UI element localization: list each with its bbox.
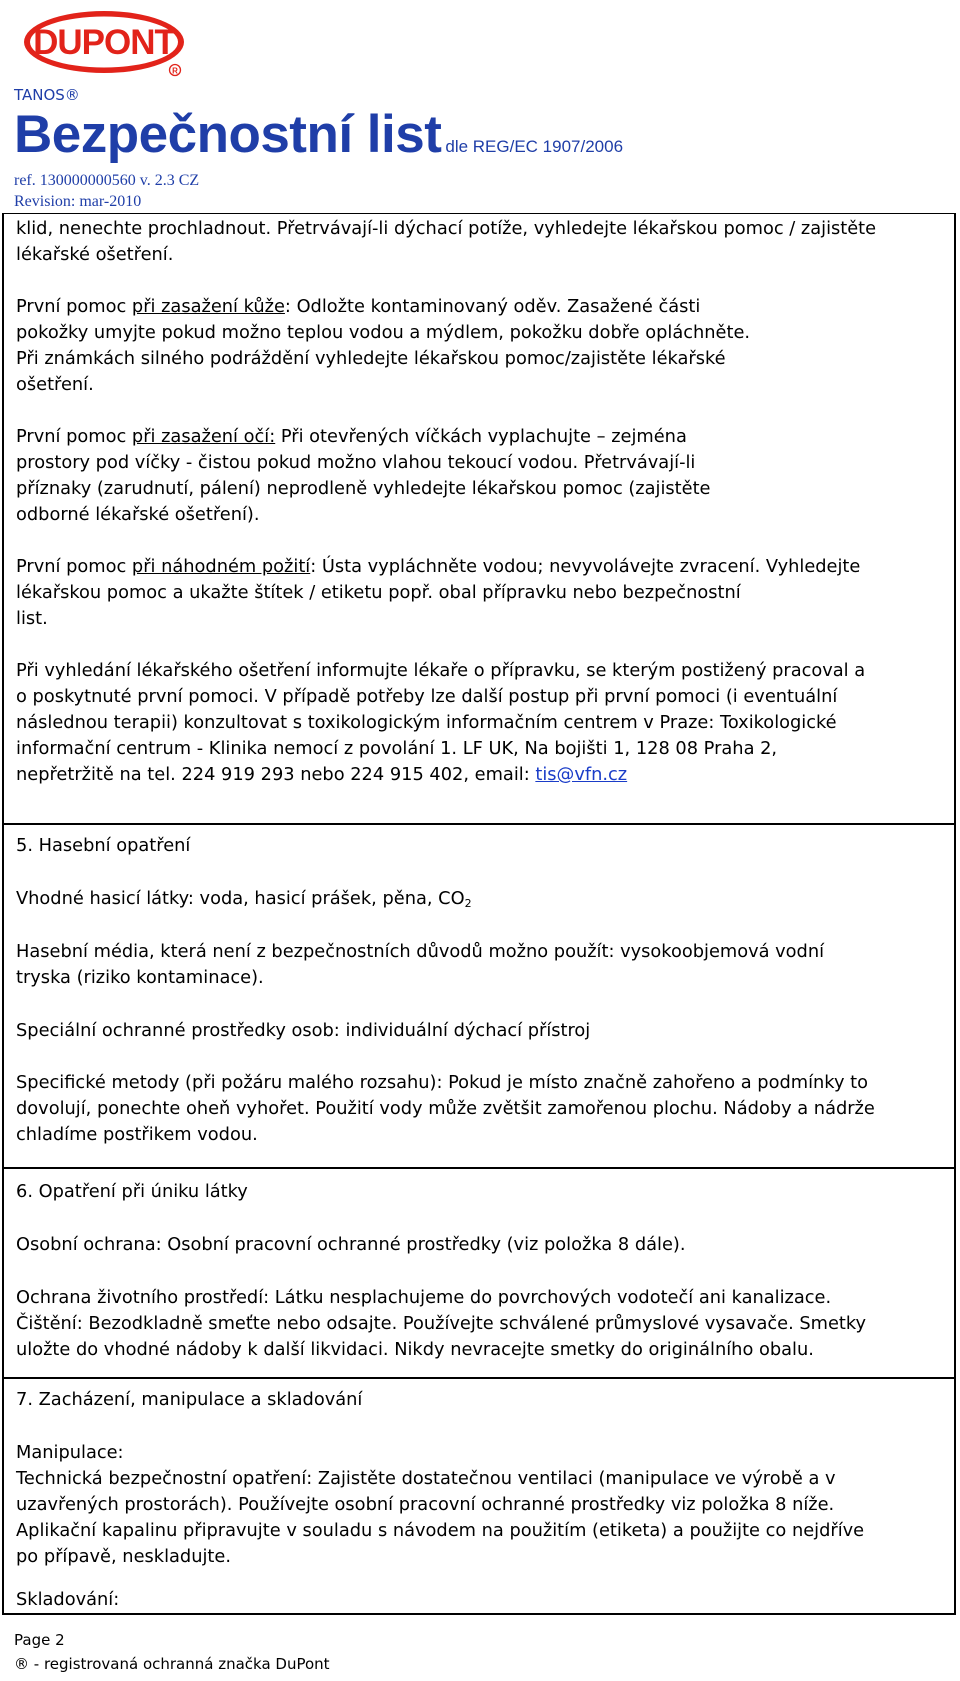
handling-label: Manipulace: xyxy=(16,1442,124,1463)
first-aid-section xyxy=(2,213,956,824)
section-7-handling-storage xyxy=(2,1377,956,1615)
first-aid-line: klid, nenechte prochladnout. Přetrvávají-li dýchací potíže, vyhledejte lékařskou pomoc / zajistěte xyxy=(16,218,877,239)
document-title xyxy=(14,105,624,164)
specific-methods: dovolují, ponechte oheň vyhořet. Použití vody může zvětšit zamořenou plochu. Nádoby a nádrže xyxy=(16,1098,875,1119)
document-ref: ref. 130000000560 v. 2.3 CZ xyxy=(14,172,200,189)
skin-line: pokožky umyjte pokud možno teplou vodou a mýdlem, pokožku dobře opláchněte. xyxy=(16,322,751,343)
unsuitable-media: Hasební média, která není z bezpečnostních důvodů možno použít: vysokoobjemová vodní xyxy=(16,941,825,962)
info-line: následnou terapii) konzultovat s toxikologickým informačním centrem v Praze: Toxikologické xyxy=(16,712,837,733)
technical-measures: uzavřených prostorách). Používejte osobní pracovní ochranné prostředky viz položka 8 níže. xyxy=(16,1494,835,1515)
eye-first-aid xyxy=(16,424,687,450)
title-main: Bezpečnostní list xyxy=(14,105,442,164)
cleanup: Čištění: Bezodkladně smeťte nebo odsajte. Používejte schválené průmyslové vysavače. Smetky xyxy=(16,1313,867,1334)
eyes-prefix: První pomoc xyxy=(16,426,132,447)
ingestion-first-aid xyxy=(16,554,860,580)
eyes-line: odborné lékařské ošetření). xyxy=(16,504,260,525)
info-contact xyxy=(16,762,627,788)
section-heading: 5. Hasební opatření xyxy=(16,835,191,856)
technical-measures: Technická bezpečnostní opatření: Zajistěte dostatečnou ventilaci (manipulace ve výrobě a v xyxy=(16,1468,836,1489)
technical-measures: Aplikační kapalinu připravujte v souladu s návodem na použitím (etiketa) a použijte co nejdříve xyxy=(16,1520,865,1541)
eyes-text: Při otevřených víčkách vyplachujte – zejména xyxy=(275,426,687,447)
ingestion-line: list. xyxy=(16,608,48,629)
revision-date: Revision: mar-2010 xyxy=(14,193,142,210)
section-heading: 6. Opatření při úniku látky xyxy=(16,1181,248,1202)
agents-text: Vhodné hasicí látky: voda, hasicí prášek, pěna, CO xyxy=(16,888,465,909)
skin-prefix: První pomoc xyxy=(16,296,132,317)
skin-line: Při známkách silného podráždění vyhledejte lékařskou pomoc/zajistěte lékařské xyxy=(16,348,726,369)
page-number: Page 2 xyxy=(14,1631,65,1649)
ingestion-prefix: První pomoc xyxy=(16,556,132,577)
unsuitable-media: tryska (riziko kontaminace). xyxy=(16,967,264,988)
skin-line: ošetření. xyxy=(16,374,94,395)
product-name: TANOS® xyxy=(14,86,80,104)
ingestion-text: : Ústa vypláchněte vodou; nevyvolávejte zvracení. Vyhledejte xyxy=(310,556,861,577)
extinguishing-agents xyxy=(16,886,472,912)
skin-first-aid xyxy=(16,294,700,320)
email-link[interactable]: tis@vfn.cz xyxy=(535,764,628,785)
eyes-label: při zasažení očí: xyxy=(131,426,276,447)
environmental-protection: Ochrana životního prostředí: Látku nesplachujeme do povrchových vodotečí ani kanalizace. xyxy=(16,1287,832,1308)
regulation-ref: dle REG/EC 1907/2006 xyxy=(445,137,624,156)
eyes-line: prostory pod víčky - čistou pokud možno vlahou tekoucí vodou. Přetrvávají-li xyxy=(16,452,696,473)
dupont-logo xyxy=(18,6,193,84)
info-line: Při vyhledání lékařského ošetření informujte lékaře o přípravku, se kterým postižený pracoval a xyxy=(16,660,866,681)
trademark-note: ® - registrovaná ochranná značka DuPont xyxy=(14,1655,330,1673)
skin-text: : Odložte kontaminovaný oděv. Zasažené části xyxy=(284,296,701,317)
section-heading: 7. Zacházení, manipulace a skladování xyxy=(16,1389,363,1410)
first-aid-line: lékařské ošetření. xyxy=(16,244,174,265)
contact-text: nepřetržitě na tel. 224 919 293 nebo 224 915 402, email: xyxy=(16,764,536,785)
co2-subscript: 2 xyxy=(464,897,472,910)
cleanup: uložte do vhodné nádoby k další likvidaci. Nikdy nevracejte smetky do originálního obalu. xyxy=(16,1339,814,1360)
storage-label: Skladování: xyxy=(16,1589,120,1610)
section-5-firefighting xyxy=(2,823,956,1168)
svg-text:R: R xyxy=(172,66,178,76)
ingestion-label: při náhodném požití xyxy=(131,556,311,577)
personal-protection: Osobní ochrana: Osobní pracovní ochranné prostředky (viz položka 8 dále). xyxy=(16,1234,686,1255)
info-line: o poskytnuté první pomoci. V případě potřeby lze další postup při první pomoci (i eventuální xyxy=(16,686,838,707)
technical-measures: po přípavě, neskladujte. xyxy=(16,1546,231,1567)
ingestion-line: lékařskou pomoc a ukažte štítek / etiketu popř. obal přípravku nebo bezpečnostní xyxy=(16,582,741,603)
specific-methods: Specifické metody (při požáru malého rozsahu): Pokud je místo značně zahořeno a podmínky to xyxy=(16,1072,868,1093)
skin-label: při zasažení kůže xyxy=(131,296,285,317)
eyes-line: příznaky (zarudnutí, pálení) neprodleně vyhledejte lékařskou pomoc (zajistěte xyxy=(16,478,711,499)
info-line: informační centrum - Klinika nemocí z povolání 1. LF UK, Na bojišti 1, 128 08 Praha 2, xyxy=(16,738,778,759)
protective-equipment: Speciální ochranné prostředky osob: individuální dýchací přístroj xyxy=(16,1020,591,1041)
specific-methods: chladíme postřikem vodou. xyxy=(16,1124,258,1145)
section-6-accidental-release xyxy=(2,1167,956,1378)
svg-text:DUPONT: DUPONT xyxy=(33,23,175,62)
